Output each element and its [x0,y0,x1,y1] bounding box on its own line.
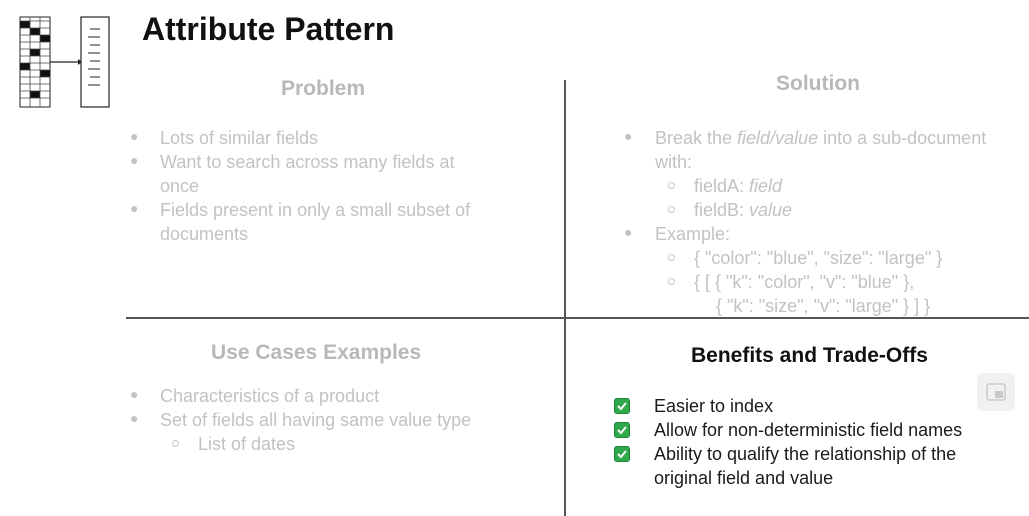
use-case-bullet-1: Characteristics of a product [160,386,380,406]
bullet-dot: ● [130,200,139,216]
checkmark-icon [614,422,630,438]
problem-bullet-3-line2: documents [160,224,249,244]
problem-bullet-2-line2: once [160,176,200,196]
bullet-dot: ● [130,386,139,402]
bullet-dot: ● [624,224,633,240]
vertical-divider [564,80,566,516]
benefit-3-line2: original field and value [654,468,834,488]
solution-sub-2-label: fieldB: [694,200,750,220]
solution-bullet-1-suffix: into a sub-document [818,128,987,148]
solution-bullet-2: Example: [655,224,731,244]
use-case-sub-bullet: List of dates [198,434,296,454]
solution-bullet-1-prefix: Break the [655,128,738,148]
solution-sub-1-em: field [749,176,783,196]
bullet-dot: ● [130,410,139,426]
solution-sub-2-em: value [749,200,793,220]
solution-example-1: { "color": "blue", "size": "large" } [694,248,943,268]
problem-bullet-1: Lots of similar fields [160,128,319,148]
solution-example-2-line2: { "k": "size", "v": "large" } ] } [716,296,931,316]
benefit-1: Easier to index [654,396,774,416]
bullet-dot: ● [130,128,139,144]
checkmark-icon [614,398,630,414]
use-cases-heading: Use Cases Examples [211,341,422,364]
solution-sub-1-label: fieldA: [694,176,750,196]
solution-bullet-1-em: field/value [737,128,819,148]
picture-in-picture-button[interactable] [977,373,1015,411]
benefit-2: Allow for non-deterministic field names [654,420,963,440]
bullet-dot: ● [624,128,633,144]
solution-bullet-1-line2: with: [655,152,693,172]
page-title: Attribute Pattern [142,11,395,47]
solution-bullet-1-line1 [655,126,986,150]
benefits-heading: Benefits and Trade-Offs [691,344,928,367]
sub-bullet-ring [668,254,675,261]
problem-heading: Problem [281,77,366,100]
solution-example-2-line1: { [ { "k": "color", "v": "blue" }, [694,272,915,292]
problem-bullet-3-line1: Fields present in only a small subset of [160,200,471,220]
solution-heading: Solution [776,72,860,95]
benefit-3-line1: Ability to qualify the relationship of the [654,444,957,464]
solution-sub-1 [694,174,782,198]
use-case-bullet-2: Set of fields all having same value type [160,410,472,430]
attribute-pattern-logo-icon [18,15,113,110]
sub-bullet-ring [668,206,675,213]
problem-bullet-2-line1: Want to search across many fields at [160,152,455,172]
bullet-dot: ● [130,152,139,168]
sub-bullet-ring [668,182,675,189]
solution-sub-2 [694,198,792,222]
checkmark-icon [614,446,630,462]
sub-bullet-ring [172,440,179,447]
picture-in-picture-icon [986,383,1006,401]
sub-bullet-ring [668,278,675,285]
